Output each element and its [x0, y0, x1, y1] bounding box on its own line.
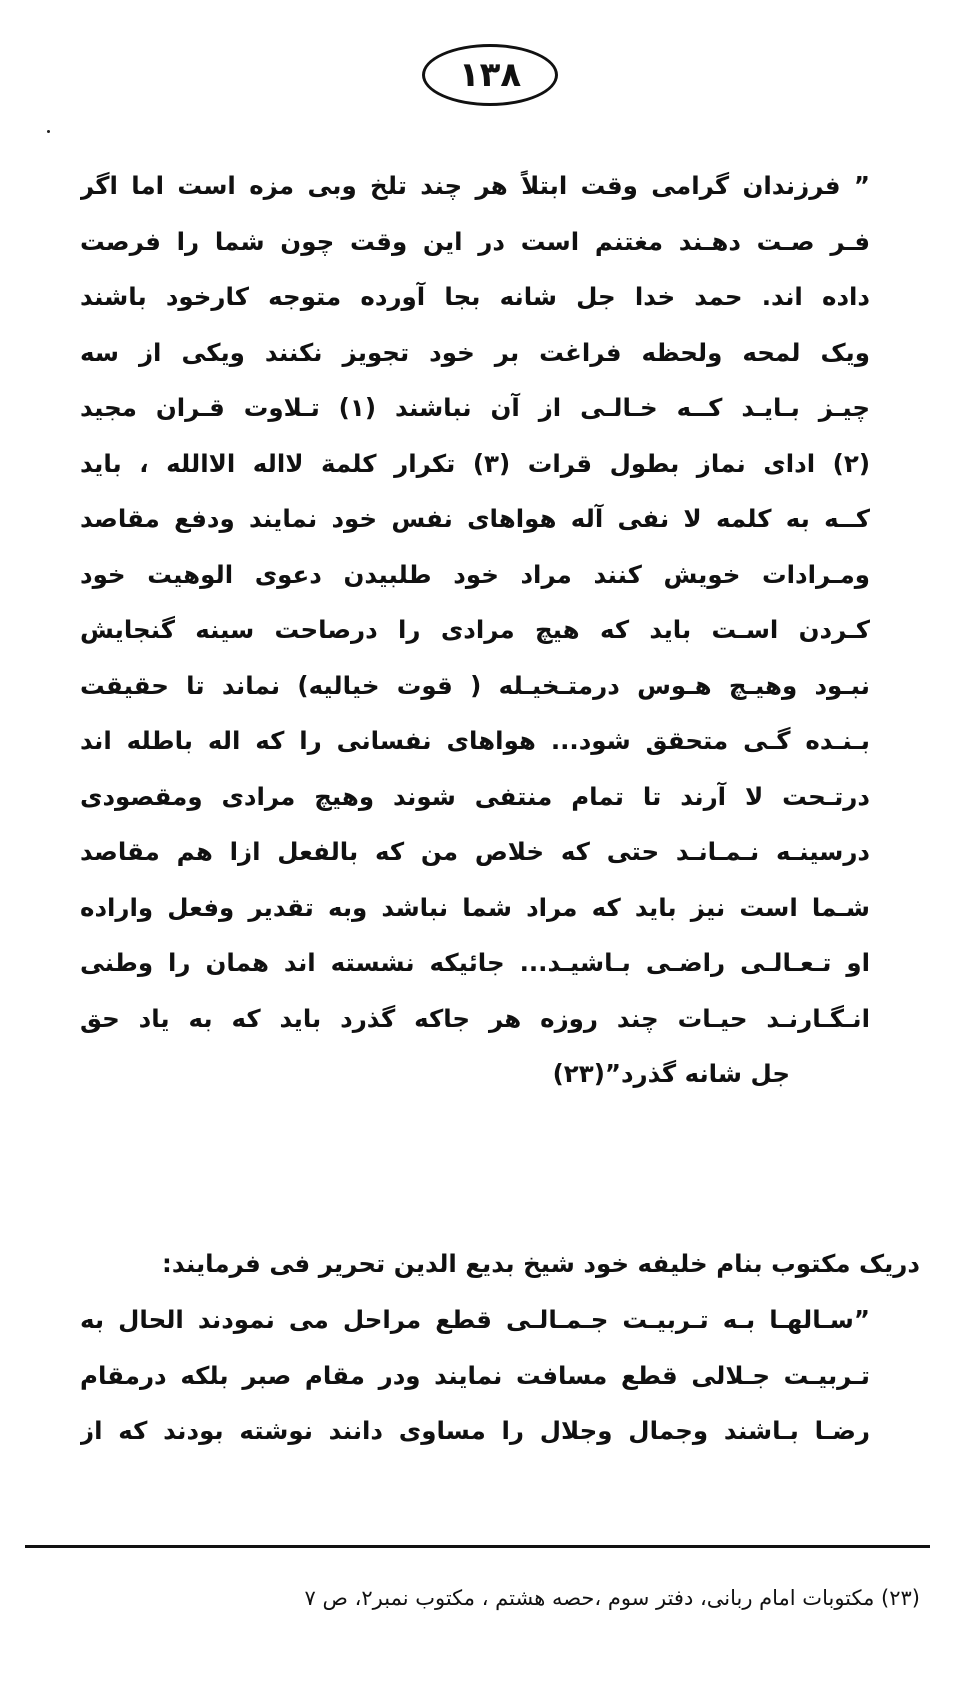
text-line: او تـعـالـی راضـی بـاشیـد... جائیکه نشسته اند همان را وطنی — [80, 948, 870, 977]
footnote-divider — [25, 1545, 930, 1548]
text-line: ” فرزندان گرامی وقت ابتلاً هر چند تلخ وبی مزه است اما اگر — [80, 171, 870, 200]
footnote: (۲۳) مکتوبات امام ربانی، دفتر سوم ،حصه هشتم ، مکتوب نمبر۲، ص ۷ — [304, 1586, 920, 1610]
text-line: درتـحت لا آرند تا تمام منتفی شوند وهیچ مرادی ومقصودی — [80, 781, 870, 811]
text-line: چیـز بـایـد کــه خـالـی از آن نباشند (۱) تـلاوت قـران مجید — [80, 393, 870, 422]
text-line-last: جل شانه گذرد”(۲۳) — [552, 1059, 790, 1088]
text-line: ویک لمحه ولحظه فراغت بر خود تجویز نکنند ویکی از سه — [80, 337, 870, 367]
text-line: درسینـه نـمـانـد حتی که خلاص من که بالفعل ازا هم مقاصد — [80, 837, 870, 866]
text-line: تـربیـت جـلالی قطع مسافت نمایند ودر مقام صبر بلکه درمقام — [80, 1360, 870, 1390]
text-line: فـر صـت دهـند مغتنم است در این وقت چون شما را فرصت — [80, 226, 870, 256]
quote-paragraph-2 — [80, 1292, 870, 1459]
text-line: انـگـارنـد حیـات چند روزه هر جاکه گذرد باید که به یاد حق — [80, 1003, 870, 1033]
text-line: ومـرادات خویش کنند مراد خود طلبیدن دعوی الوهیت خود — [80, 559, 870, 589]
text-line: ”سـالهـا بـه تـربیـت جـمـالـی قطع مراحل می نمودند الحال به — [80, 1305, 870, 1334]
page-number: ۱۳۸ — [458, 55, 522, 95]
text-line: بـنـده گـی متحقق شود... هواهای نفسانی را که اله باطله اند — [80, 726, 870, 755]
text-line: کــه به کلمه لا نفی آله هواهای نفس خود نمایند ودفع مقاصد — [80, 504, 870, 533]
intro-line: دریک مکتوب بنام خلیفه خود شیخ بدیع الدین تحریر فی فرمایند: — [162, 1249, 920, 1278]
text-line: شـما است نیز باید که مراد شما نباشد وبه تقدیر وفعل واراده — [80, 892, 870, 922]
text-line: نبـود وهیـچ هـوس درمتـخیـله ( قوت خیالیه) نماند تا حقیقت — [80, 670, 870, 700]
page-number-oval — [422, 44, 558, 106]
quote-paragraph-1 — [80, 158, 870, 1102]
text-line: داده اند. حمد خدا جل شانه بجا آورده متوجه کارخود باشند — [80, 282, 870, 311]
text-line: (۲) ادای نماز بطول قرات (۳) تکرار کلمة لااله الاالله ، باید — [80, 448, 870, 478]
text-line: کـردن اسـت باید که هیچ مرادی را درصاحت سینه گنجایش — [80, 615, 870, 644]
text-line: رضـا بـاشند وجمال وجلال را مساوی دانند نوشته بودند که از — [80, 1416, 870, 1445]
scan-speck — [47, 130, 50, 133]
